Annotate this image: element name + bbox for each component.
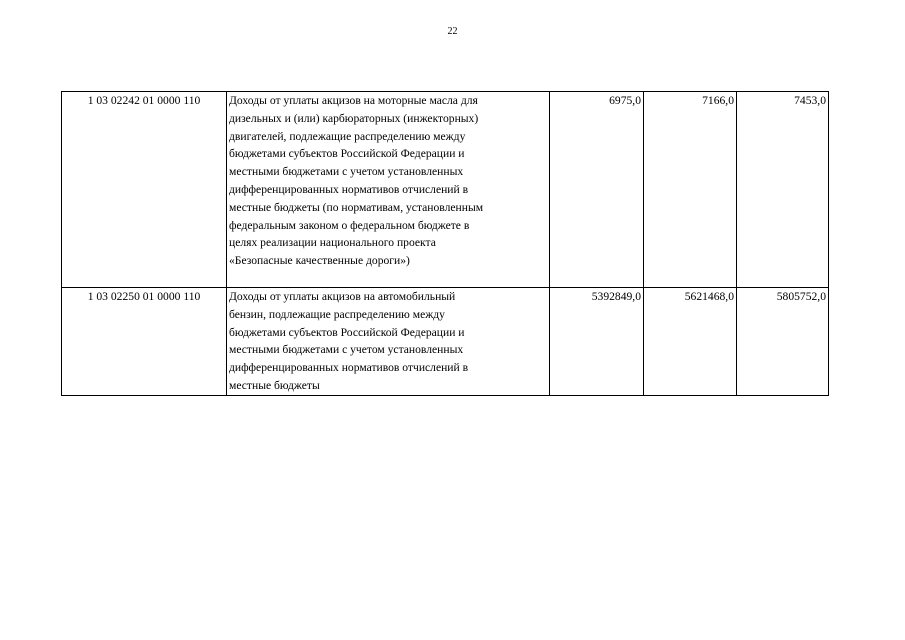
value-cell-2: 5621468,0 <box>644 288 737 396</box>
description-line: «Безопасные качественные дороги») <box>229 254 410 268</box>
value-cell-3: 7453,0 <box>737 92 829 288</box>
value-cell-1: 5392849,0 <box>550 288 644 396</box>
description-line: местными бюджетами с учетом установленных <box>229 343 464 357</box>
description-line: местными бюджетами с учетом установленных <box>229 165 464 179</box>
description-line: дифференцированных нормативов отчислений в <box>229 361 469 375</box>
description-line: Доходы от уплаты акцизов на автомобильный <box>229 290 456 303</box>
description-line: бензин, подлежащие распределению между <box>229 307 445 321</box>
value-cell-3: 5805752,0 <box>737 288 829 396</box>
value-cell-1: 6975,0 <box>550 92 644 288</box>
description-cell <box>227 92 550 288</box>
description-line: бюджетами субъектов Российской Федерации и <box>229 147 465 161</box>
table-row <box>62 92 829 288</box>
budget-code-cell: 1 03 02250 01 0000 110 <box>62 288 227 396</box>
budget-code-cell: 1 03 02242 01 0000 110 <box>62 92 227 288</box>
page-number: 22 <box>447 26 458 37</box>
description-line: двигателей, подлежащие распределению между <box>229 129 466 143</box>
budget-revenue-table <box>61 91 829 396</box>
description-line: дизельных и (или) карбюраторных (инжекторных) <box>229 111 479 125</box>
description-line: местные бюджеты (по нормативам, установленным <box>229 200 484 214</box>
description-line: Доходы от уплаты акцизов на моторные масла для <box>229 94 478 107</box>
description-cell <box>227 288 550 396</box>
description-line: дифференцированных нормативов отчислений в <box>229 182 469 196</box>
value-cell-2: 7166,0 <box>644 92 737 288</box>
table-row <box>62 288 829 396</box>
description-line: бюджетами субъектов Российской Федерации и <box>229 325 465 339</box>
description-line: федеральным законом о федеральном бюджете в <box>229 218 470 232</box>
description-line: целях реализации национального проекта <box>229 236 436 250</box>
description-line: местные бюджеты <box>229 378 320 392</box>
